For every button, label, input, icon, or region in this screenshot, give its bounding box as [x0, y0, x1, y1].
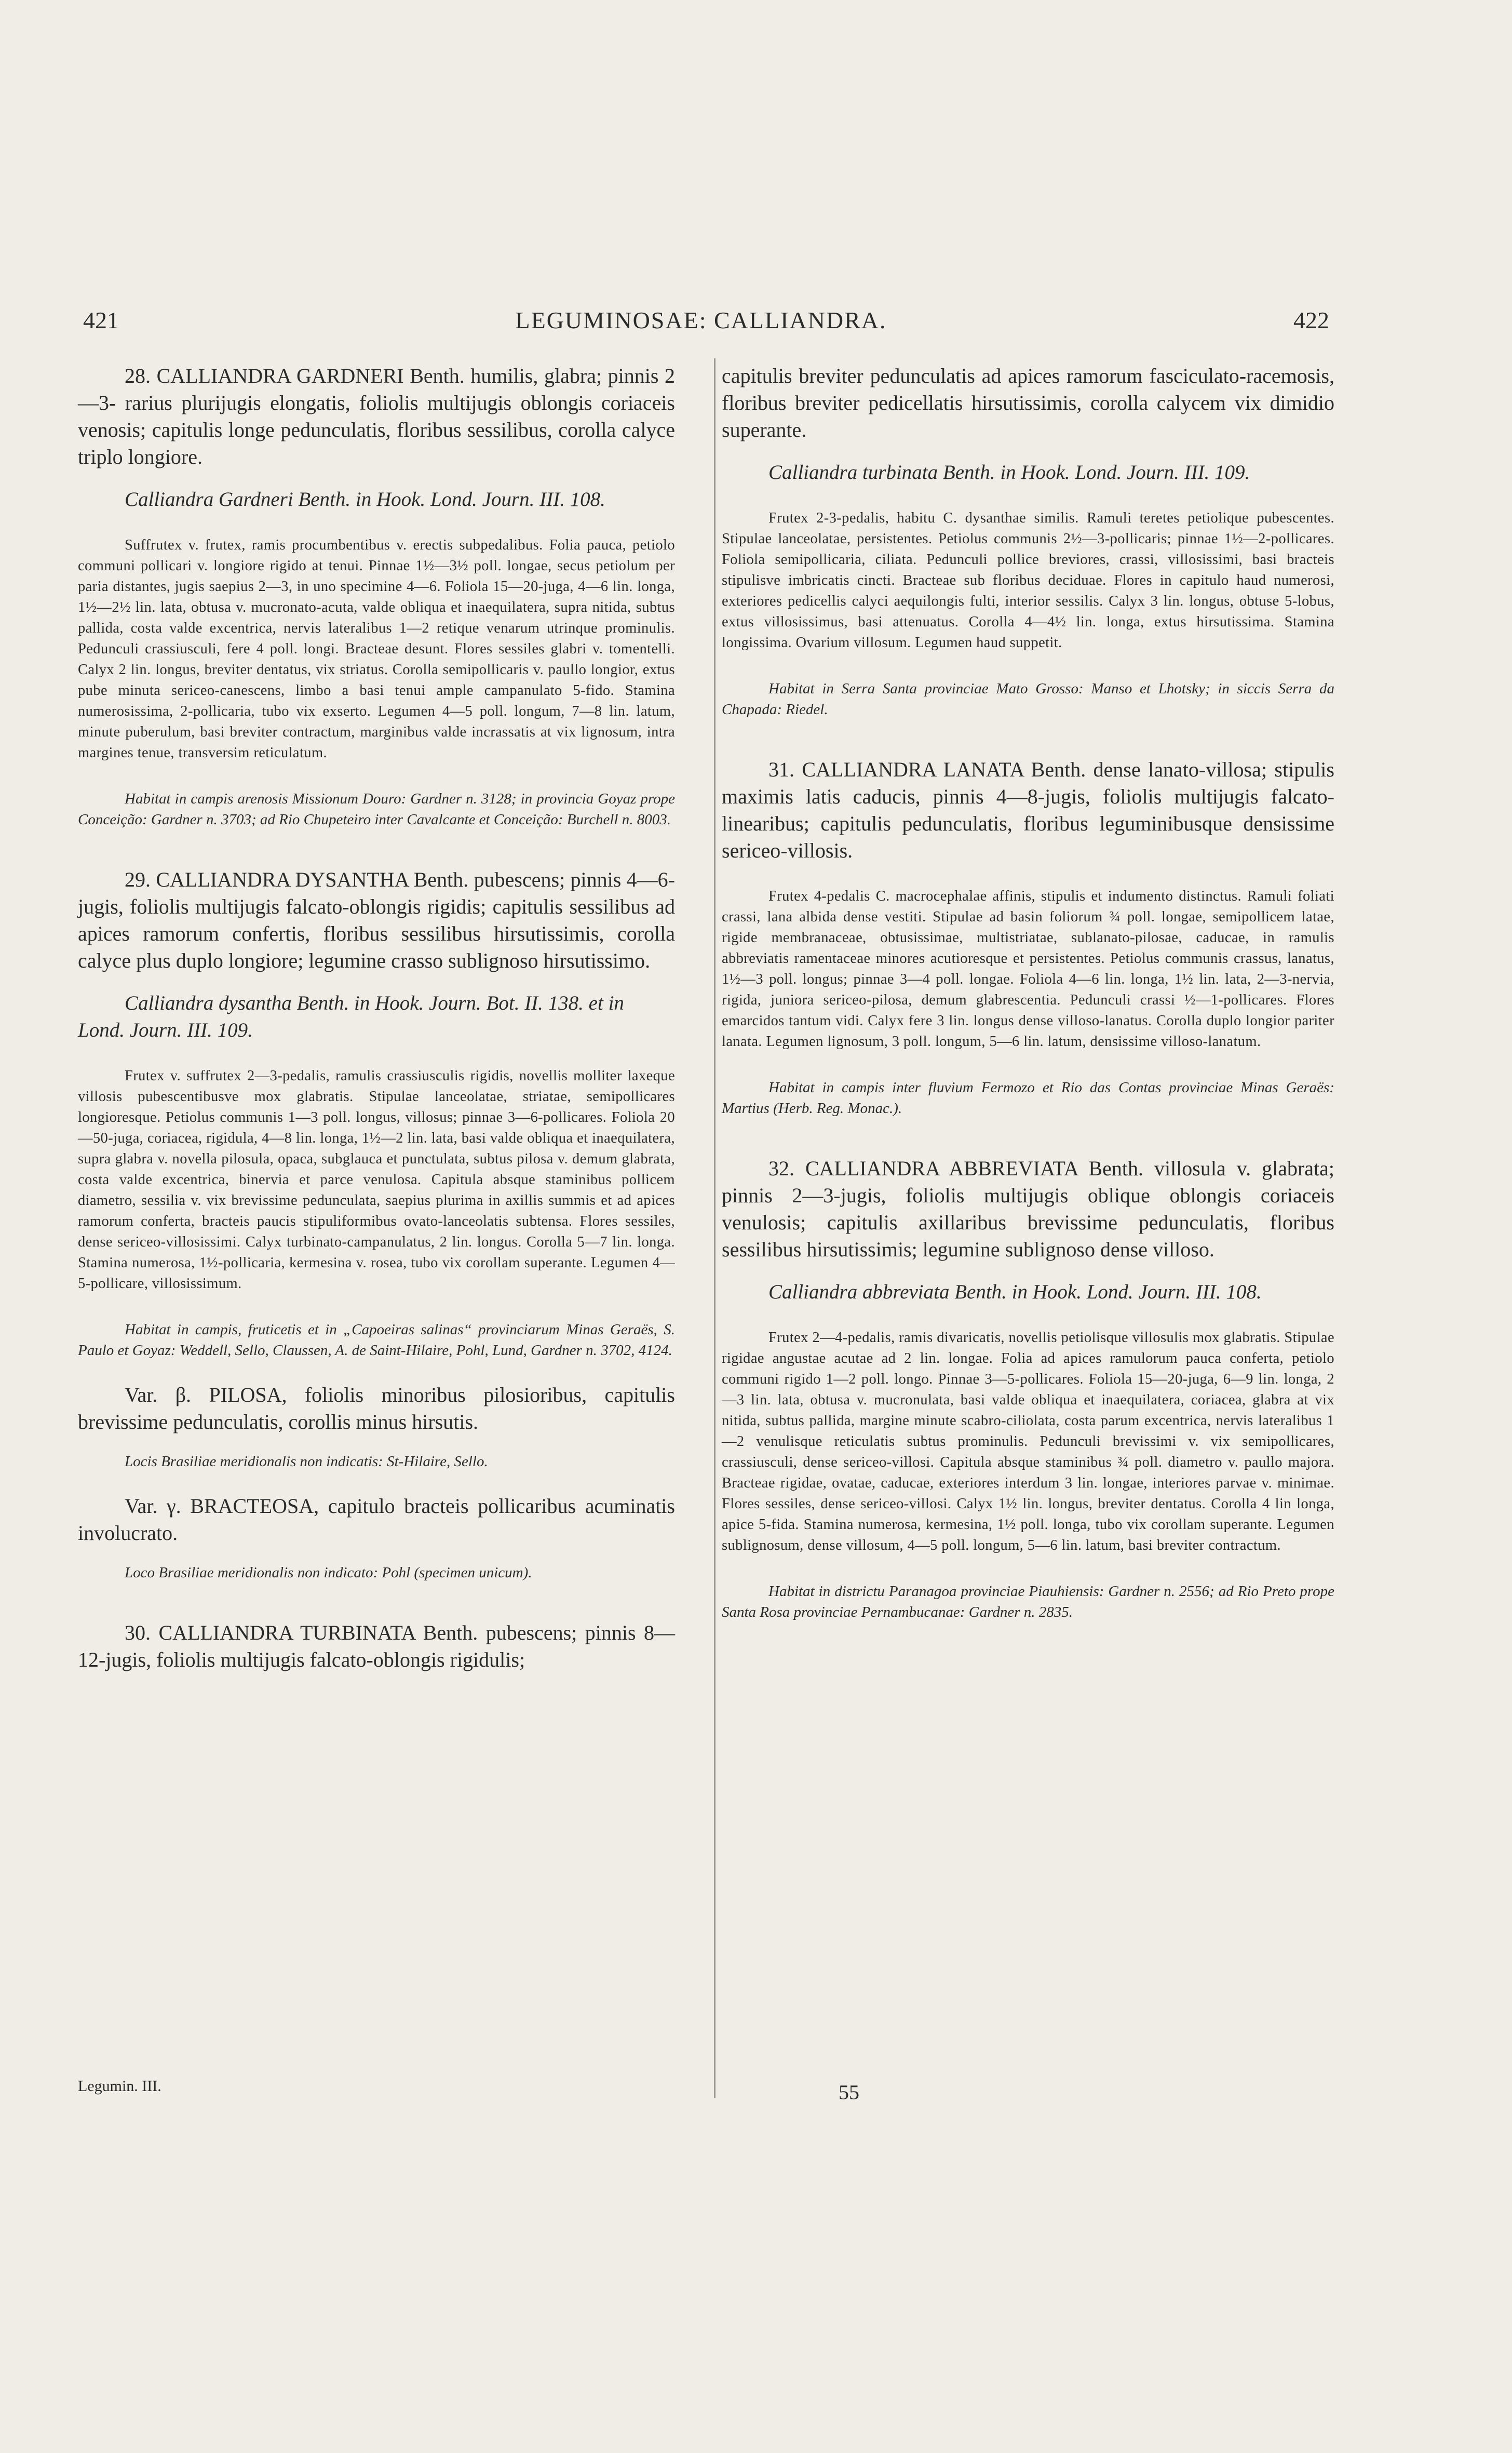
species-29-habitat: Habitat in campis, fruticetis et in „Capoeiras salinas“ provinciarum Minas Geraës, S. Paulo et Goyaz: Weddell, Sello, Claussen, A. de Saint-Hilaire, Pohl, Lund, Gardner n. 3702, 4124. — [78, 1321, 675, 1359]
running-title: LEGUMINOSAE: CALLIANDRA. — [515, 307, 887, 333]
species-32-diagnosis: 32. CALLIANDRA ABBREVIATA Benth. villosula v. glabrata; pinnis 2—3-jugis, foliolis multijugis oblique oblongis coriaceis venulosis; capitulis axillaribus brevissime pedunculatis, floribus sessilibus hirsutissimis; legumine sublignoso dense villoso. — [722, 1157, 1334, 1261]
species-32-description: Frutex 2—4-pedalis, ramis divaricatis, novellis petiolisque villosulis mox glabratis. Stipulae rigidae angustae acutae ad 2 lin. longae. Folia ad apices ramulorum pauca conferta, petiolo communi rigido 1—2 poll. longo. Pinnae 3—5-pollicares. Foliola 15—20-juga, 6—9 lin. longa, 2—3 lin. lata, obtusa v. mucronulata, basi valde obliqua et inaequilatera, coriacea, glabra at vix nitida, subtus pallida, margine minute scabro-ciliolata, costa parum excentrica, nervis lateralibus 1—2 venulisque reticulatis subtus prominulis. Pedunculi brevissimi v. vix semipollicares, crassiusculi, dense sericeo-villosi. Capitula absque staminibus ¾ poll. diametro v. paullo majora. Bracteae rigidae, ovatae, caducae, exteriores interdum 3 lin. longae, interiores parvae v. minimae. Flores sessiles, dense sericeo-villosi. Calyx 1½ lin. longus, breviter dentatus. Corolla 4 lin longa, apice 5-fida. Stamina numerosa, kermesina, 1½ poll. longa, tubo vix corollam superante. Legumen sublignosum, dense villosum, 4—5 poll. longum, 5—6 lin. latum, basi breviter contractum. — [722, 1330, 1334, 1553]
species-28-citation: Calliandra Gardneri Benth. in Hook. Lond. Journ. III. 108. — [125, 488, 605, 511]
species-31-description: Frutex 4-pedalis C. macrocephalae affinis, stipulis et indumento distinctus. Ramuli foliati crassi, lana albida dense vestiti. Stipulae ad basin foliorum ¾ poll. longae, semipollicem latae, rigide membranaceae, obtusissimae, multistriatae, sublanato-pilosae, caducae, in ramulis abbreviatis ramentaceae minores acutioresque et persistentes. Petiolus communis crassus, lanatus, 1½—3 poll. longus; pinnae 3—4 poll. longae. Foliola 4—6 lin. longa, 1½ lin. lata, 2—3-nervia, rigida, juniora sericeo-pilosa, demum glabrescentia. Pedunculi crassi ½—1-pollicares. Flores emarcidos tantum vidi. Calyx fere 3 lin. longus dense villoso-lanatus. Corolla duplo longior pariter lanata. Legumen lignosum, 3 poll. longum, 5—6 lin. latum, densissime villoso-lanatum. — [722, 888, 1334, 1050]
species-29-description: Frutex v. suffrutex 2—3-pedalis, ramulis crassiusculis rigidis, novellis molliter laxeque villosis pubescentibusve mox glabratis. Stipulae lanceolatae, striatae, semipollicares longioresque. Petiolus communis 1—3 poll. longus, villosus; pinnae 3—6-pollicares. Foliola 20—50-juga, coriacea, rigidula, 4—8 lin. longa, 1½—2 lin. lata, basi valde obliqua et inaequilatera, supra glabra v. novella pilosula, opaca, subglauca et punctulata, subtus pilosa v. demum glabrata, costa valde excentrica, binervia et parce venulosa. Capitula absque staminibus pollicem diametro, sessilia v. vix brevissime pedunculata, saepius plurima in axillis summis et ad apices ramorum conferta, bracteis paucis stipuliformibus ovato-lanceolatis subtensa. Flores sessiles, dense sericeo-villosissimi. Calyx turbinato-campanulatus, 2 lin. longus. Corolla 5—7 lin. longa. Stamina numerosa, 1½-pollicaria, kermesina v. rosea, tubo vix corollam superante. Legumen 4—5-pollicare, villosissimum. — [78, 1068, 675, 1292]
left-column — [78, 363, 675, 1673]
column-divider — [714, 358, 716, 2098]
page-number-left: 421 — [83, 307, 119, 333]
page-number-right: 422 — [1293, 307, 1329, 333]
right-column — [722, 363, 1334, 1623]
sheet-signature: Legumin. III. — [78, 2077, 161, 2095]
variety-gamma: Var. γ. BRACTEOSA, capitulo bracteis pollicaribus acuminatis involucrato. — [78, 1494, 675, 1545]
page-header — [73, 306, 1329, 348]
species-28-habitat: Habitat in campis arenosis Missionum Douro: Gardner n. 3128; in provincia Goyaz prope Conceição: Gardner n. 3703; ad Rio Chupeteiro inter Cavalcante et Conceição: Burchell n. 8003. — [78, 790, 675, 828]
species-30-citation: Calliandra turbinata Benth. in Hook. Lond. Journ. III. 109. — [768, 461, 1250, 484]
sheet-number: 55 — [839, 2081, 859, 2104]
species-29-diagnosis: 29. CALLIANDRA DYSANTHA Benth. pubescens; pinnis 4—6-jugis, foliolis multijugis falcato-oblongis rigidis; capitulis sessilibus ad apices ramorum confertis, floribus sessilibus hirsutissimis, corolla calyce plus duplo longiore; legumine crasso sublignoso hirsutissimo. — [78, 868, 675, 972]
species-32-habitat: Habitat in districtu Paranagoa provinciae Piauhiensis: Gardner n. 2556; ad Rio Preto prope Santa Rosa provinciae Pernambucanae: Gardner n. 2835. — [722, 1583, 1334, 1620]
species-29-citation: Calliandra dysantha Benth. in Hook. Journ. Bot. II. 138. et in Lond. Journ. III. 109. — [78, 992, 624, 1041]
species-31-habitat: Habitat in campis inter fluvium Fermozo et Rio das Contas provinciae Minas Geraës: Martius (Herb. Reg. Monac.). — [722, 1079, 1334, 1117]
species-30-diagnosis: 30. CALLIANDRA TURBINATA Benth. pubescens; pinnis 8—12-jugis, foliolis multijugis falcato-oblongis rigidulis; — [78, 1621, 675, 1671]
species-28-description: Suffrutex v. frutex, ramis procumbentibus v. erectis subpedalibus. Folia pauca, petiolo communi pollicari v. longiore rigido at tenui. Pinnae 1½—3½ poll. longae, secus petiolum per paria distantes, jugis saepius 2—3, in uno specimine 4—6. Foliola 15—20-juga, 4—6 lin. longa, 1½—2½ lin. lata, obtusa v. mucronato-acuta, valde obliqua et inaequilatera, supra nitida, subtus pallida, costa valde excentrica, nervis lateralibus 1—2 retique venarum utrinque prominulis. Pedunculi crassiusculi, fere 4 poll. longi. Bracteae desunt. Flores sessiles glabri v. tomentelli. Calyx 2 lin. longus, breviter dentatus, vix striatus. Corolla semipollicaris v. paullo longior, extus pube minuta sericeo-canescens, limbo a basi tenui ample campanulato 5-fido. Stamina numerosissima, 2-pollicaria, tubo vix exserto. Legumen 4—5 poll. longum, 7—8 lin. latum, minute puberulum, basi breviter contractum, marginibus valde incrassatis at vix lignosum, intra margines tenue, transversim reticulatum. — [78, 537, 675, 761]
species-30-habitat: Habitat in Serra Santa provinciae Mato Grosso: Manso et Lhotsky; in siccis Serra da Chapada: Riedel. — [722, 680, 1334, 718]
variety-gamma-locality: Loco Brasiliae meridionalis non indicato: Pohl (specimen unicum). — [125, 1564, 532, 1581]
species-31-diagnosis: 31. CALLIANDRA LANATA Benth. dense lanato-villosa; stipulis maximis latis caducis, pinnis 4—8-jugis, foliolis multijugis falcato-linearibus; capitulis pedunculatis, floribus leguminibusque densissime sericeo-villosis. — [722, 758, 1334, 862]
species-32-citation: Calliandra abbreviata Benth. in Hook. Lond. Journ. III. 108. — [768, 1281, 1262, 1303]
species-30-description: Frutex 2-3-pedalis, habitu C. dysanthae similis. Ramuli teretes petiolique pubescentes. Stipulae lanceolatae, persistentes. Petiolus communis 2½—3-pollicaris; pinnae 1½—2-pollicares. Foliola semipollicaria, ciliata. Pedunculi pollice breviores, crassi, villosissimi, basi bracteis stipulisve imbricatis cincti. Bracteae sub floribus deciduae. Flores in capitulo haud numerosi, exteriores pedicellis calyci aequilongis fulti, interior sessilis. Calyx 3 lin. longus, obtuse 5-lobus, extus villosissimus, basi attenuatus. Corolla 4—4½ lin. longa, extus hirsutissima. Stamina longissima. Ovarium villosum. Legumen haud suppetit. — [722, 510, 1334, 651]
variety-beta-locality: Locis Brasiliae meridionalis non indicatis: St-Hilaire, Sello. — [125, 1453, 488, 1470]
variety-beta: Var. β. PILOSA, foliolis minoribus pilosioribus, capitulis brevissime pedunculatis, corollis minus hirsutis. — [78, 1383, 675, 1433]
species-30-diagnosis-continued: capitulis breviter pedunculatis ad apices ramorum fasciculato-racemosis, floribus breviter pedicellatis hirsutissimis, corolla calycem vix dimidio superante. — [722, 364, 1334, 441]
species-28-diagnosis: 28. CALLIANDRA GARDNERI Benth. humilis, glabra; pinnis 2—3- rarius plurijugis elongatis, foliolis multijugis oblongis coriaceis venosis; capitulis longe pedunculatis, floribus sessilibus, corolla calyce triplo longiore. — [78, 364, 675, 468]
